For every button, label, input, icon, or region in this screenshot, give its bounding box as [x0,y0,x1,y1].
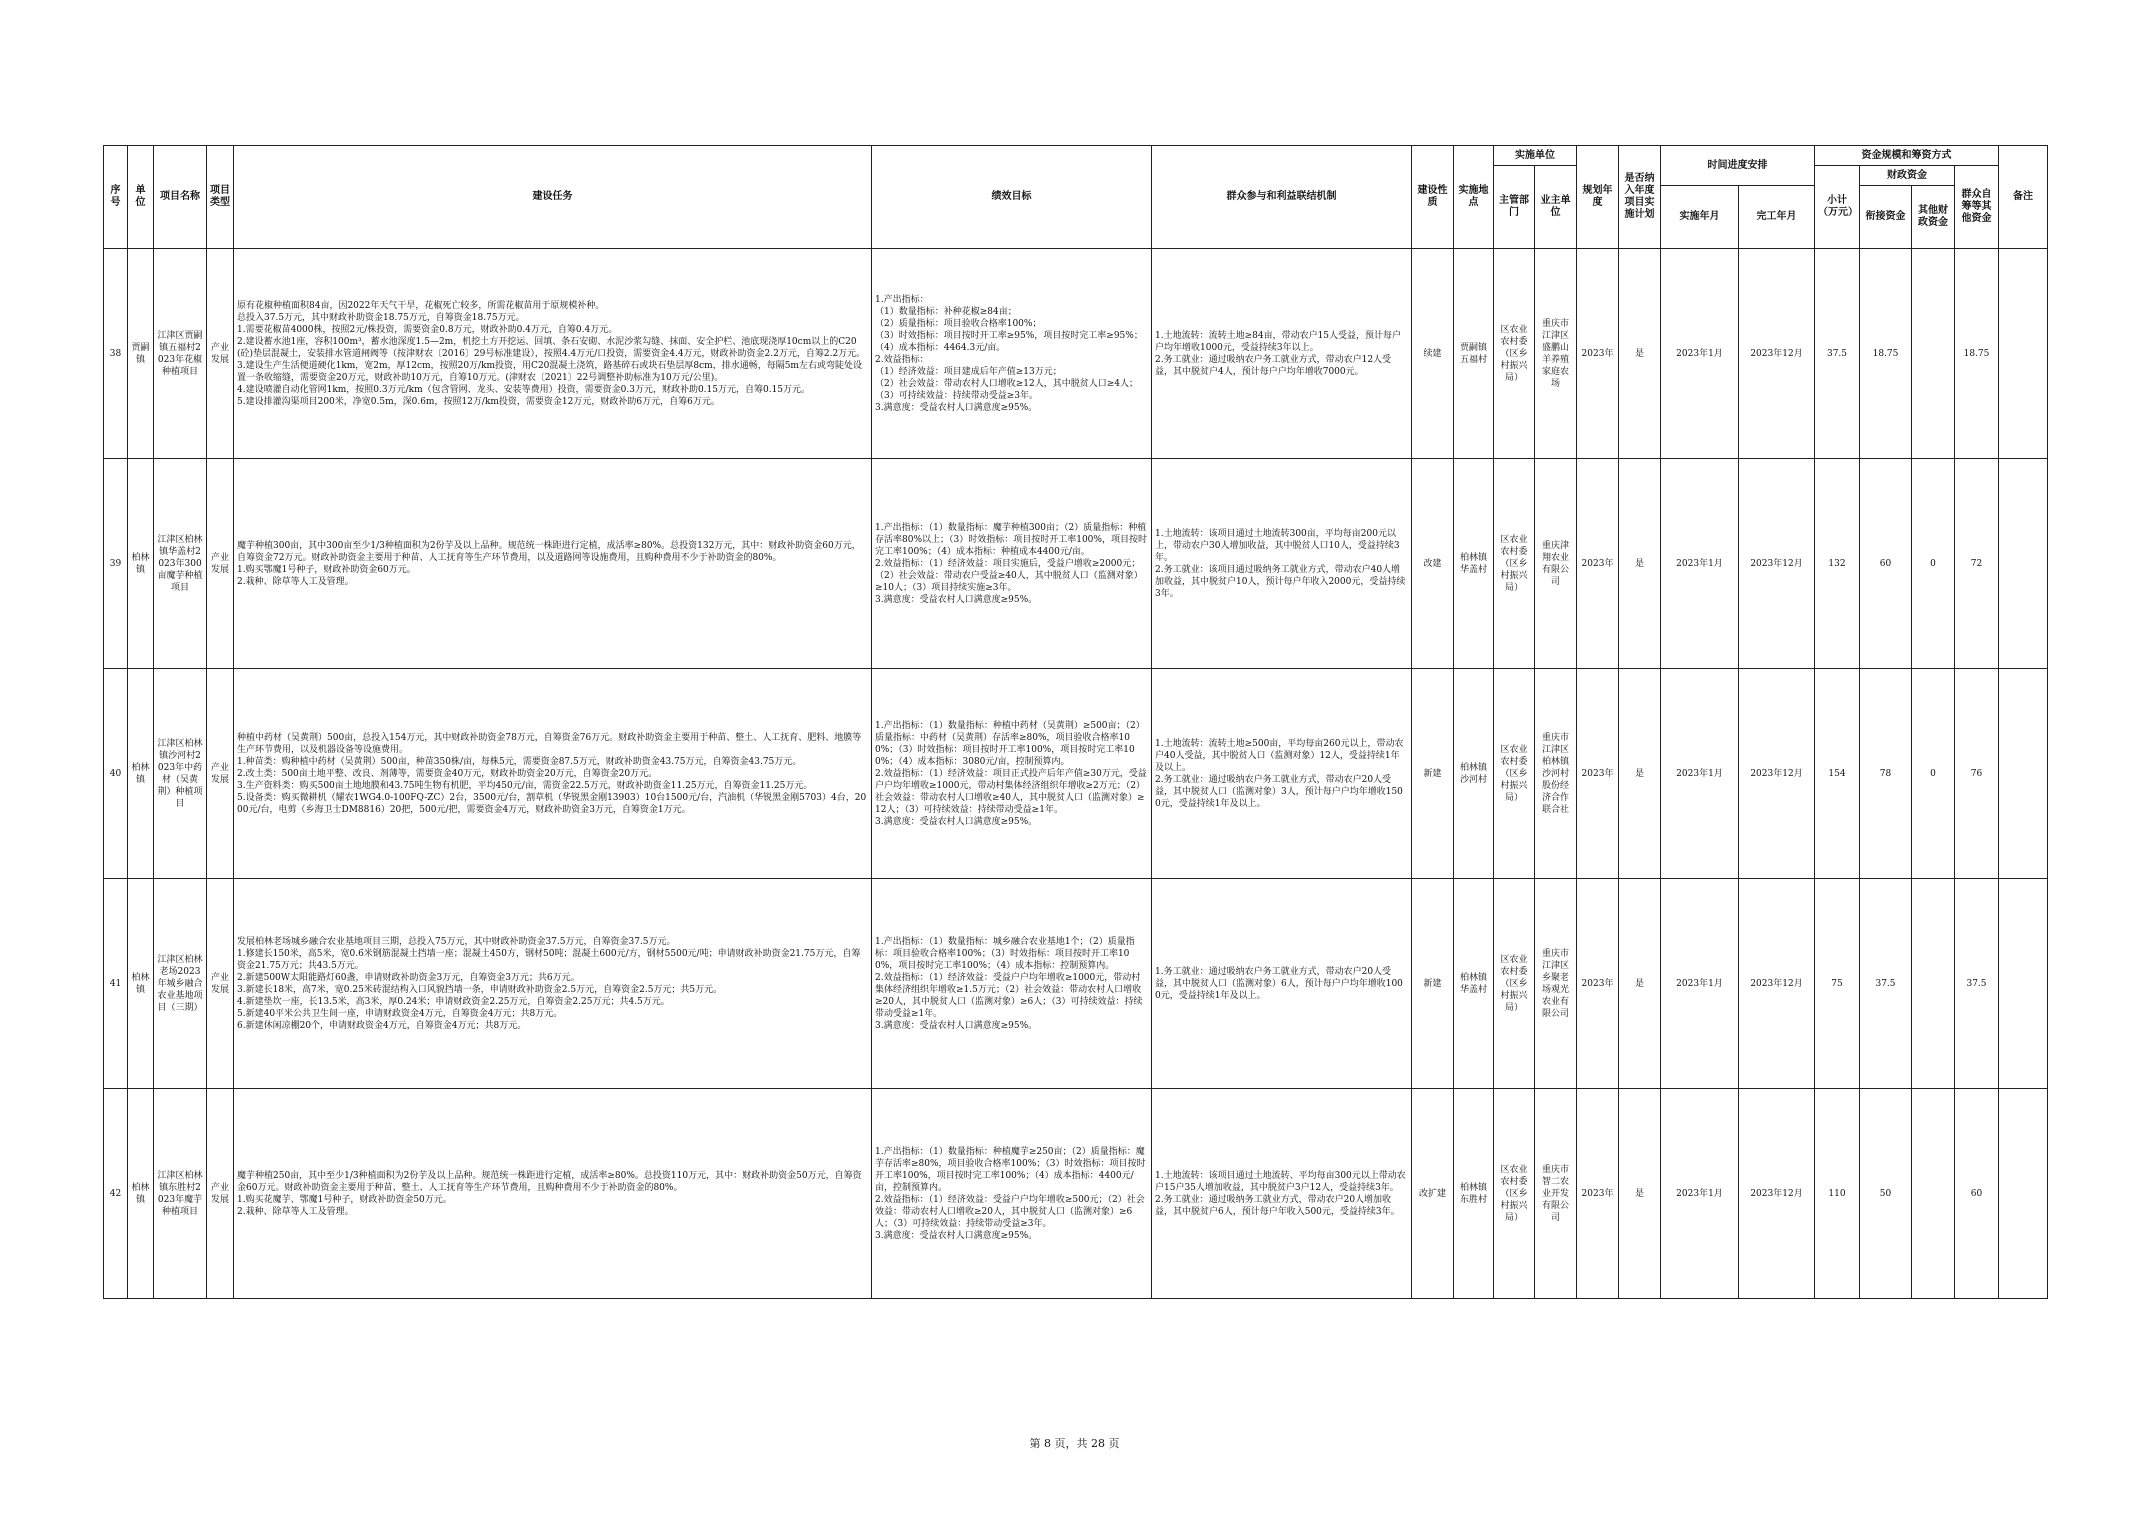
header-dept: 主管部门 [1494,166,1535,249]
row-fiscal-other [1912,879,1955,1089]
row-goal: 1.产出指标：（1）数量指标：城乡融合农业基地1个；（2）质量指标：项目验收合格率100%；（3）时效指标：项目按时开工率100%，项目按时完工率100%；（4）成本指标：控制预算内。 2.效益指标：（1）经济效益：受益户户均年增收≥1000元，带动村集体经济组织年增收≥1.5万元；（2）社会效益：带动农村人口增收≥20人，其中脱贫人口（监测对象）≥6人；（3）可持续效益：持续带动受益≥1年。 3.满意度：受益农村人口满意度≥95%。 [872,879,1152,1089]
table-row [104,249,2048,459]
row-project-name: 江津区柏林镇东胜村2023年魔芋种植项目 [154,1089,207,1299]
row-remark [1999,459,2048,669]
row-subtotal: 154 [1815,669,1860,879]
row-mechanism: 1.土地流转：流转土地≥500亩，平均每亩260元以上，带动农户40人受益，其中脱贫人口（监测对象）12人，受益持续1年及以上。 2.务工就业：通过吸纳农户务工就业方式，带动农户20人受益，其中脱贫人口（监测对象）3人，预计每户户均年增收1500元，受益持续1年及以上。 [1152,669,1412,879]
row-subtotal: 110 [1815,1089,1860,1299]
row-location: 柏林镇沙河村 [1454,669,1494,879]
row-goal: 1.产出指标：（1）数量指标：种植魔芋≥250亩；（2）质量指标：魔芋存活率≥80%，项目验收合格率100%；（3）时效指标：项目按时开工率100%，项目按时完工率100%；（4）成本指标：4400元/亩，控制预算内。 2.效益指标：（1）经济效益：受益户户均年增收≥500元；（2）社会效益：带动农村人口增收≥20人，其中脱贫人口（监测对象）≥6人；（3）可持续效益：持续带动受益≥3年。 3.满意度：受益农村人口满意度≥95%。 [872,1089,1152,1299]
row-self: 72 [1955,459,1999,669]
header-included: 是否纳入年度项目实施计划 [1619,146,1661,249]
row-included: 是 [1619,879,1661,1089]
header-owner: 业主单位 [1535,166,1577,249]
header-funding: 资金规模和筹资方式 [1815,146,1999,166]
row-end: 2023年12月 [1739,459,1815,669]
row-owner: 重庆市江津区盛鹏山羊养殖家庭农场 [1535,249,1577,459]
table-row [104,1089,2048,1299]
row-owner: 重庆市江津区乡聚老场观光农业有限公司 [1535,879,1577,1089]
row-start: 2023年1月 [1661,1089,1739,1299]
row-unit: 柏林镇 [128,879,154,1089]
row-remark [1999,879,2048,1089]
project-table [103,145,2048,1299]
row-dept: 区农业农村委（区乡村振兴局） [1494,459,1535,669]
row-unit: 柏林镇 [128,669,154,879]
row-goal: 1.产出指标： （1）数量指标：补种花椒≥84亩； （2）质量指标：项目验收合格率100%； （3）时效指标：项目按时开工率≥95%，项目按时完工率≥95%； （4）成本指标：4464.3元/亩。 2.效益指标： （1）经济效益：项目建成后年产值≥13万元； （2）社会效益：带动农村人口增收≥12人，其中脱贫人口≥4人； （3）可持续效益：持续带动受益≥3年。 3.满意度：受益农村人口满意度≥95%。 [872,249,1152,459]
row-subtotal: 75 [1815,879,1860,1089]
row-goal: 1.产出指标：（1）数量指标：魔芋种植300亩；（2）质量指标：种植存活率80%以上；（3）时效指标：项目按时开工率100%，项目按时完工率100%；（4）成本指标：种植成本4400元/亩。 2.效益指标：（1）经济效益：项目实施后，受益户增收≥2000元；（2）社会效益：带动农户受益≥40人，其中脱贫人口（监测对象）≥10人；（3）项目持续实施≥3年。 3.满意度：受益农村人口满意度≥95%。 [872,459,1152,669]
table-header [104,146,2048,249]
header-task: 建设任务 [234,146,872,249]
row-fiscal-direct: 50 [1860,1089,1912,1299]
row-task: 发展柏林老场城乡融合农业基地项目三期，总投入75万元，其中财政补助资金37.5万元，自筹资金37.5万元。 1.修建长150米，高5米，宽0.6米钢筋混凝土挡墙一座；混凝土450方，钢材50吨；混凝土600元/方，钢材5500元/吨；申请财政补助资金21.75万元，自筹资金21.75万元；共43.5万元。 2.新建500W太阳能路灯60盏，申请财政补助资金3万元，自筹资金3万元；共6万元。 3.新建长18米，高7米，宽0.25米砖混结构入口风貌挡墙一条，申请财政补助资金2.5万元，自筹资金2.5万元；共5万元。 4.新建垫坎一座，长13.5米，高3米，厚0.24米；申请财政资金2.25万元，自筹资金2.25万元；共4.5万元。 5.新建40平米公共卫生间一座，申请财政资金4万元，自筹资金4万元；共8万元。 6.新建休闲凉棚20个，申请财政资金4万元，自筹资金4万元；共8万元。 [234,879,872,1089]
row-end: 2023年12月 [1739,879,1815,1089]
table-row [104,669,2048,879]
row-mechanism: 1.土地流转：该项目通过土地流转300亩，平均每亩200元以上，带动农户30人增加收益，其中脱贫人口10人，受益持续3年。 2.务工就业：该项目通过吸纳务工就业方式，带动农户40人增加收益，其中脱贫户10人，预计每户年收入2000元，受益持续3年。 [1152,459,1412,669]
row-included: 是 [1619,669,1661,879]
page-footer: 第 8 页，共 28 页 [1029,1437,1120,1450]
header-location: 实施地点 [1454,146,1494,249]
table-body [104,249,2048,1299]
header-mechanism: 群众参与和利益联结机制 [1152,146,1412,249]
row-seq: 42 [104,1089,128,1299]
row-end: 2023年12月 [1739,1089,1815,1299]
table-row [104,879,2048,1089]
row-unit: 贾嗣镇 [128,249,154,459]
header-subtotal: 小计（万元） [1815,166,1860,249]
header-fiscal-other: 其他财政资金 [1912,186,1955,249]
row-task: 原有花椒种植面积84亩，因2022年天气干旱，花椒死亡较多，所需花椒苗用于原规模补种。 总投入37.5万元，其中财政补助资金18.75万元，自筹资金18.75万元。 1.需要花椒苗4000株，按照2元/株投资，需要资金0.8万元，财政补助0.4万元，自筹0.4万元。 2.建设蓄水池1座，容积100m³，蓄水池深度1.5—2m，机挖土方开挖运、回填、条石安砌、水泥沙浆勾缝、抹面、安全护栏、池底现浇厚10cm以上的C20(砼)垫层混凝土，安装排水管道闸阀等（按津财农〔2016〕29号标准建设），按照4.4万元/口投资，需要资金4.4万元，财政补助资金2.2万元，自筹2.2万元。 3.建设生产生活便道硬化1km，宽2m，厚12cm，按照20万/km投资，用C20混凝土浇筑，路基碎石或块石垫层厚8cm，排水通畅，每隔5m左右或弯陡处设置一条收缩缝，需要资金20万元，财政补助10万元，自筹10万元。(津财农〔2021〕22号调整补助标准为10万元/公里)。 4.建设喷灌自动化管网1km，按照0.3万元/km（包含管网、龙头、安装等费用）投资，需要资金0.3万元，财政补助0.15万元，自筹0.15万元。 5.建设排灌沟渠项目200米，净宽0.5m，深0.6m，按照12万/km投资，需要资金12万元，财政补助6万元，自筹6万元。 [234,249,872,459]
row-seq: 39 [104,459,128,669]
row-seq: 40 [104,669,128,879]
row-nature: 新建 [1412,879,1454,1089]
row-owner: 重庆市江津区柏林镇沙河村股份经济合作联合社 [1535,669,1577,879]
row-fiscal-other: 0 [1912,669,1955,879]
row-plan-year: 2023年 [1577,249,1619,459]
row-dept: 区农业农村委（区乡村振兴局） [1494,669,1535,879]
row-self: 60 [1955,1089,1999,1299]
table-row [104,459,2048,669]
row-plan-year: 2023年 [1577,669,1619,879]
row-project-name: 江津区柏林镇华盖村2023年300亩魔芋种植项目 [154,459,207,669]
header-project-type: 项目类型 [207,146,234,249]
row-mechanism: 1.务工就业：通过吸纳农户务工就业方式，带动农户20人受益，其中脱贫人口（监测对象）6人，预计每户户均年增收1000元，受益持续1年及以上。 [1152,879,1412,1089]
row-seq: 38 [104,249,128,459]
header-seq: 序号 [104,146,128,249]
row-remark [1999,249,2048,459]
row-fiscal-other [1912,249,1955,459]
row-end: 2023年12月 [1739,249,1815,459]
row-fiscal-direct: 18.75 [1860,249,1912,459]
row-unit: 柏林镇 [128,459,154,669]
row-end: 2023年12月 [1739,669,1815,879]
row-task: 种植中药材（吴黄荆）500亩，总投入154万元，其中财政补助资金78万元，自筹资金76万元。财政补助资金主要用于种苗、整土、人工抚育、肥料、地膜等生产环节费用，以及机器设备等设施费用。 1.种苗类：购种植中药材（吴黄荆）500亩，种苗350株/亩，每株5元，需要资金87.5万元，财政补助资金43.75万元，自筹资金43.75万元。 2.改土类：500亩土地平整、改良、剂薄等，需要资金40万元，财政补助资金20万元，自筹资金20万元。 3.生产资料类：购买500亩土地地膜和43.75吨生物有机肥，平均450元/亩，需资金22.5万元，财政补助资金11.25万元，自筹资金11.25万元。 5.设备类：购买微耕机（耀农1WG4.0-100FQ-ZC）2台，3500元/台，割草机（华锐黑金刚13903）10台1500元/台，汽油机（华锐黑金刚5703）4台，2000元/台，电剪（乡海卫士DM8816）20把，500元/把，需要资金4万元，财政补助资金3万元，自筹资金1万元。 [234,669,872,879]
row-self: 76 [1955,669,1999,879]
row-task: 魔芋种植300亩，其中300亩至少1/3种植面积为2份芋及以上品种。规范统一株距进行定植，成活率≥80%。总投资132万元，其中：财政补助资金60万元，自筹资金72万元。财政补助资金主要用于种苗、人工抚育等生产环节费用，以及道路网等设施费用，且购种费用不少于补助资金的80%。 1.购买鄂魔1号种子，财政补助资金60万元。 2.栽种、除草等人工及管理。 [234,459,872,669]
row-included: 是 [1619,459,1661,669]
header-remark: 备注 [1999,146,2048,249]
row-included: 是 [1619,249,1661,459]
header-start: 实施年月 [1661,186,1739,249]
row-project-type: 产业发展 [207,1089,234,1299]
row-start: 2023年1月 [1661,669,1739,879]
row-location: 贾嗣镇五福村 [1454,249,1494,459]
row-fiscal-direct: 37.5 [1860,879,1912,1089]
row-mechanism: 1.土地流转：该项目通过土地流转、平均每亩300元以上带动农户15户35人增加收益，其中脱贫户3户12人，受益持续3年。 2.务工就业：通过吸纳务工就业方式，带动农户20人增加收益，其中脱贫户6人，预计每户年收入500元，受益持续3年。 [1152,1089,1412,1299]
row-fiscal-other [1912,1089,1955,1299]
row-project-type: 产业发展 [207,669,234,879]
row-dept: 区农业农村委（区乡村振兴局） [1494,879,1535,1089]
row-project-type: 产业发展 [207,459,234,669]
row-included: 是 [1619,1089,1661,1299]
header-unit: 单位 [128,146,154,249]
header-fiscal: 财政资金 [1860,166,1955,186]
row-project-name: 江津区柏林镇沙河村2023年中药材（吴黄荆）种植项目 [154,669,207,879]
row-fiscal-other: 0 [1912,459,1955,669]
row-nature: 改建 [1412,459,1454,669]
header-impl-unit: 实施单位 [1494,146,1577,166]
row-nature: 改扩建 [1412,1089,1454,1299]
header-plan-year: 规划年度 [1577,146,1619,249]
row-subtotal: 132 [1815,459,1860,669]
row-mechanism: 1.土地流转：流转土地≥84亩，带动农户15人受益，预计每户户均年增收1000元，受益持续3年以上。 2.务工就业：通过吸纳农户务工就业方式，带动农户12人受益，其中脱贫户4人，预计每户户均年增收7000元。 [1152,249,1412,459]
row-project-name: 江津区贾嗣镇五福村2023年花椒种植项目 [154,249,207,459]
row-start: 2023年1月 [1661,249,1739,459]
header-goal: 绩效目标 [872,146,1152,249]
row-nature: 续建 [1412,249,1454,459]
row-start: 2023年1月 [1661,459,1739,669]
row-owner: 重庆市智二农业开发有限公司 [1535,1089,1577,1299]
row-unit: 柏林镇 [128,1089,154,1299]
row-remark [1999,669,2048,879]
row-project-type: 产业发展 [207,249,234,459]
row-fiscal-direct: 78 [1860,669,1912,879]
row-task: 魔芋种植250亩，其中至少1/3种植面积为2份芋及以上品种。规范统一株距进行定植，成活率≥80%。总投资110万元，其中：财政补助资金50万元，自筹资金60万元。财政补助资金主要用于种苗、整土、人工抚育等生产环节费用，且购种费用不少于补助资金的80%。 1.购买花魔芋、鄂魔1号种子，财政补助资金50万元。 2.栽种、除草等人工及管理。 [234,1089,872,1299]
row-fiscal-direct: 60 [1860,459,1912,669]
header-schedule: 时间进度安排 [1661,146,1815,186]
header-nature: 建设性质 [1412,146,1454,249]
row-project-name: 江津区柏林老场2023年城乡融合农业基地项目（三期） [154,879,207,1089]
row-owner: 重庆津翔农业有限公司 [1535,459,1577,669]
row-remark [1999,1089,2048,1299]
row-dept: 区农业农村委（区乡村振兴局） [1494,249,1535,459]
row-plan-year: 2023年 [1577,1089,1619,1299]
header-project-name: 项目名称 [154,146,207,249]
row-plan-year: 2023年 [1577,879,1619,1089]
row-goal: 1.产出指标：（1）数量指标：种植中药材（吴黄荆）≥500亩；（2）质量指标：中药材（吴黄荆）存活率≥80%，项目验收合格率100%；（3）时效指标：项目按时开工率100%，项目按时完工率100%；（4）成本指标：3080元/亩，控制预算内。 2.效益指标：（1）经济效益：项目正式投产后年产值≥30万元，受益户户均年增收≥1000元，带动村集体经济组织年增收≥2万元；（2）社会效益：带动农村人口增收≥40人，其中脱贫人口（监测对象）≥12人；（3）可持续效益：持续带动受益≥1年。 3.满意度：受益农村人口满意度≥95%。 [872,669,1152,879]
row-seq: 41 [104,879,128,1089]
row-location: 柏林镇华盖村 [1454,459,1494,669]
row-self: 37.5 [1955,879,1999,1089]
header-fiscal-direct: 衔接资金 [1860,186,1912,249]
row-nature: 新建 [1412,669,1454,879]
header-self: 群众自筹等其他资金 [1955,166,1999,249]
row-location: 柏林镇华盖村 [1454,879,1494,1089]
row-plan-year: 2023年 [1577,459,1619,669]
row-self: 18.75 [1955,249,1999,459]
row-start: 2023年1月 [1661,879,1739,1089]
row-dept: 区农业农村委（区乡村振兴局） [1494,1089,1535,1299]
row-subtotal: 37.5 [1815,249,1860,459]
header-end: 完工年月 [1739,186,1815,249]
row-project-type: 产业发展 [207,879,234,1089]
row-location: 柏林镇东胜村 [1454,1089,1494,1299]
